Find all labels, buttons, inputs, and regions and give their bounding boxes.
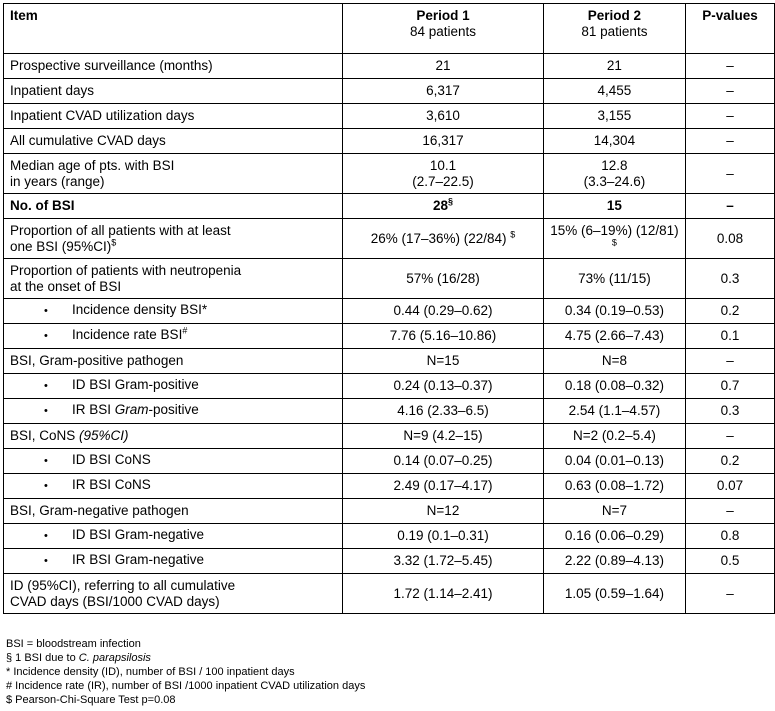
header-period-1 [343,4,544,54]
header-row [4,4,775,54]
p-value: 0.07 [685,474,774,499]
row-label: BSI, Gram-positive pathogen [4,349,343,374]
bullet-icon: • [44,530,48,543]
row-label: All cumulative CVAD days [4,129,343,154]
period-1-value: 57% (16/28) [343,259,544,299]
table-row [4,219,775,259]
footnote-italic: C. parapsilosis [78,652,151,664]
period-2-value: N=2 (0.2–5.4) [543,424,685,449]
range-value: (3.3–24.6) [583,173,646,189]
median-value: 10.1 [429,158,457,173]
table-row [4,129,775,154]
p-value: – [685,574,774,614]
period-1-value: N=15 [343,349,544,374]
p-value: 0.3 [685,399,774,424]
row-label: Inpatient CVAD utilization days [4,104,343,129]
label-text: ID BSI CoNS [72,452,151,468]
row-label [4,324,343,349]
p-value: 0.08 [685,219,774,259]
row-label [4,574,343,614]
bullet-icon: • [44,330,48,343]
p-value: 0.1 [685,324,774,349]
period-2-value: 2.22 (0.89–4.13) [543,549,685,574]
p-value: – [685,424,774,449]
p-value: 0.7 [685,374,774,399]
period-2-value: 3,155 [543,104,685,129]
table-row [4,194,775,219]
p-value: – [685,104,774,129]
period-2-patients: 81 patients [581,23,648,39]
p-value: 0.3 [685,259,774,299]
period-2-value [543,219,685,259]
p-value: 0.2 [685,299,774,324]
footnote-bsi: BSI = bloodstream infection [6,638,141,650]
label-text-end: -positive [148,402,199,418]
label-line-2: one BSI (95%CI) [10,238,112,254]
period-2-value: N=7 [543,499,685,524]
row-label: No. of BSI [4,194,343,219]
label-text: BSI, CoNS [10,428,80,444]
period-1-value: 0.19 (0.1–0.31) [343,524,544,549]
header-p-values: P-values [685,4,774,54]
footnote-mark: $ [111,237,117,247]
period-2-value: N=8 [543,349,685,374]
p-value: – [685,129,774,154]
period-2-value: 0.34 (0.19–0.53) [543,299,685,324]
table-row [4,349,775,374]
label-text: Incidence rate BSI [72,327,183,343]
table-row [4,474,775,499]
table-row [4,79,775,104]
table-row [4,104,775,129]
period-2-value: 4,455 [543,79,685,104]
bullet-icon: • [44,405,48,418]
table-row [4,399,775,424]
bullet-icon: • [44,380,48,393]
period-2-value: 0.16 (0.06–0.29) [543,524,685,549]
row-label [4,154,343,194]
footnote-mark: # [182,325,188,336]
table-row [4,574,775,614]
period-1-value: 21 [343,54,544,79]
footnote-dollar: $ Pearson-Chi-Square Test p=0.08 [6,694,176,706]
table-row [4,54,775,79]
label-line-1: Median age of pts. with BSI [10,158,175,173]
label-text: Incidence density BSI* [72,302,208,318]
table-row [4,299,775,324]
period-2-value: 73% (11/15) [543,259,685,299]
period-2-value: 4.75 (2.66–7.43) [543,324,685,349]
bsi-count: 28 [432,198,449,214]
footnote-section [6,651,365,665]
row-label [4,474,343,499]
table-row [4,324,775,349]
label-line-1: Proportion of patients with neutropenia [10,263,242,278]
period-1-value [343,154,544,194]
table-row [4,499,775,524]
table-row [4,259,775,299]
period-2-value: 0.04 (0.01–0.13) [543,449,685,474]
period-1-value: N=12 [343,499,544,524]
footnote-mark: $ [510,229,516,240]
p-value: – [685,499,774,524]
period-1-value: 2.49 (0.17–4.17) [343,474,544,499]
table-row [4,549,775,574]
footnotes [6,637,365,707]
p-value: – [685,349,774,374]
period-1-value: 0.14 (0.07–0.25) [343,449,544,474]
period-1-value: N=9 (4.2–15) [343,424,544,449]
period-1-value: 6,317 [343,79,544,104]
bullet-icon: • [44,455,48,468]
label-text: IR BSI CoNS [72,477,151,493]
bullet-icon: • [44,305,48,318]
row-label [4,424,343,449]
period-1-value: 3.32 (1.72–5.45) [343,549,544,574]
period-1-value: 3,610 [343,104,544,129]
label-text: ID BSI Gram-negative [72,527,205,543]
row-label [4,399,343,424]
label-text: ID BSI Gram-positive [72,377,199,393]
row-label [4,449,343,474]
footnote-mark: § [448,196,454,207]
period-1-value: 7.76 (5.16–10.86) [343,324,544,349]
row-label [4,549,343,574]
period-1-title: Period 1 [416,8,470,23]
row-label [4,374,343,399]
results-table [3,3,775,614]
p-value: – [685,154,774,194]
label-italic: Gram [114,402,149,418]
label-line-1: Proportion of all patients with at least [10,223,231,238]
row-label [4,299,343,324]
period-1-value [343,194,544,219]
p-value: – [685,54,774,79]
period-1-value: 1.72 (1.14–2.41) [343,574,544,614]
footnote-text: § 1 BSI due to [6,652,79,664]
period-2-value: 14,304 [543,129,685,154]
proportion-value: 26% (17–36%) (22/84) [370,230,507,246]
label-italic: (95%CI) [79,428,129,444]
row-label [4,219,343,259]
bullet-icon: • [44,480,48,493]
p-value: – [685,194,774,219]
period-2-value: 0.18 (0.08–0.32) [543,374,685,399]
period-1-patients: 84 patients [409,23,477,39]
period-1-value: 0.24 (0.13–0.37) [343,374,544,399]
range-value: (2.7–22.5) [412,173,474,189]
proportion-value: 15% (6–19%) (12/81) [550,223,679,238]
footnote-hash: # Incidence rate (IR), number of BSI /1000 inpatient CVAD utilization days [6,680,366,692]
row-label [4,259,343,299]
header-period-2 [543,4,685,54]
p-value: – [685,79,774,104]
period-1-value [343,219,544,259]
table-row [4,424,775,449]
label-line-2: at the onset of BSI [10,278,122,294]
row-label: BSI, Gram-negative pathogen [4,499,343,524]
label-line-2: in years (range) [10,173,105,189]
period-2-value: 15 [543,194,685,219]
footnote-asterisk: * Incidence density (ID), number of BSI / 100 inpatient days [6,666,295,678]
table-row [4,374,775,399]
label-line-1: ID (95%CI), referring to all cumulative [10,578,236,593]
period-1-value: 0.44 (0.29–0.62) [343,299,544,324]
table-row [4,154,775,194]
table-row [4,524,775,549]
period-2-value: 2.54 (1.1–4.57) [543,399,685,424]
period-2-value: 0.63 (0.08–1.72) [543,474,685,499]
row-label [4,524,343,549]
label-text: IR BSI [72,402,115,418]
period-1-value: 16,317 [343,129,544,154]
label-text: IR BSI Gram-negative [72,552,205,568]
header-item: Item [4,4,343,54]
row-label: Prospective surveillance (months) [4,54,343,79]
p-value: 0.5 [685,549,774,574]
period-2-value: 1.05 (0.59–1.64) [543,574,685,614]
period-2-value [543,154,685,194]
p-value: 0.2 [685,449,774,474]
label-line-2: CVAD days (BSI/1000 CVAD days) [10,593,220,609]
bullet-icon: • [44,555,48,568]
footnote-mark: $ [611,237,617,247]
period-1-value: 4.16 (2.33–6.5) [343,399,544,424]
period-2-title: Period 2 [587,8,642,23]
period-2-value: 21 [543,54,685,79]
row-label: Inpatient days [4,79,343,104]
table-row [4,449,775,474]
p-value: 0.8 [685,524,774,549]
median-value: 12.8 [601,158,628,173]
